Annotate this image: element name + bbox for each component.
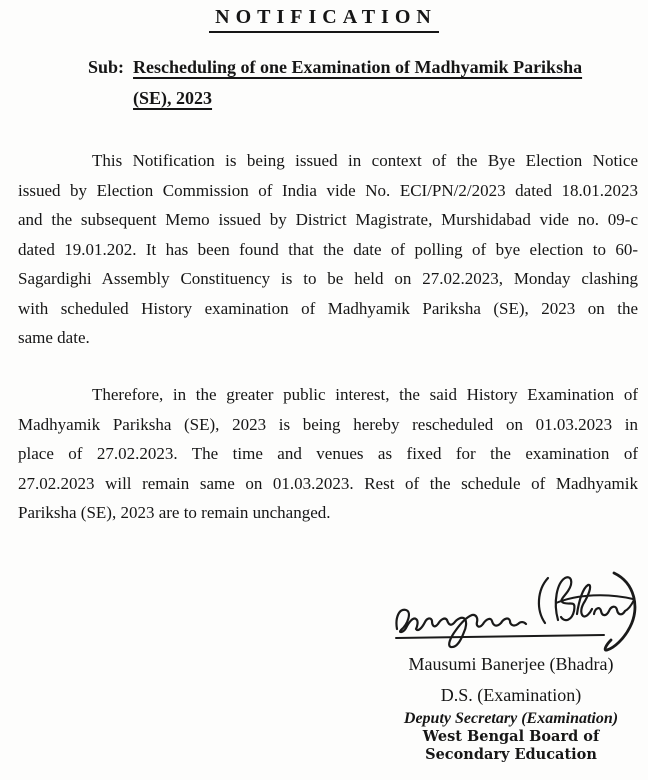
text-line: Pariksha (SE), 2023 are to remain unchanged. (18, 503, 331, 522)
text-line: 27.02.2023 will remain same on 01.03.2023. Rest of the schedule of Madhyamik (18, 473, 638, 493)
designation-full: Deputy Secretary (Examination) (403, 710, 619, 727)
subject-text-line-1: Rescheduling of one Examination of Madhyamik Pariksha (133, 57, 583, 77)
text-line: dated 19.01.202. It has been found that the date of polling of bye election to 60- (18, 239, 638, 259)
text-line: Sagardighi Assembly Constituency is to be held on 27.02.2023, Monday clashing (18, 269, 638, 288)
subject-text-line-2: (SE), 2023 (133, 88, 213, 108)
subject-label: Sub: (88, 57, 125, 77)
title-row (0, 6, 648, 33)
text-line: place of 27.02.2023. The time and venues as fixed for the examination of (18, 444, 638, 463)
paragraph-2 (18, 380, 638, 528)
text-line: with scheduled History examination of Madhyamik Pariksha (SE), 2023 on the (18, 298, 638, 318)
signature-block (380, 566, 642, 764)
organization-name-line-1: West Bengal Board of (422, 728, 600, 745)
subject-line (88, 52, 582, 114)
page-title: NOTIFICATION (209, 6, 439, 33)
signatory-name: Mausumi Banerjee (Bhadra) (408, 654, 614, 674)
text-line: Therefore, in the greater public interest, the said History Examination of (92, 385, 638, 404)
organization-name-line-2: Secondary Education (425, 746, 597, 763)
text-line: issued by Election Commission of India vide No. ECI/PN/2/2023 dated 18.01.2023 (18, 180, 638, 200)
text-line: Madhyamik Pariksha (SE), 2023 is being hereby rescheduled on 01.03.2023 in (18, 414, 638, 434)
paragraph-1 (18, 146, 638, 353)
text-line: same date. (18, 328, 90, 347)
text-line: This Notification is being issued in context of the Bye Election Notice (92, 151, 638, 170)
handwritten-signature-icon (380, 566, 642, 656)
designation-short: D.S. (Examination) (440, 685, 582, 705)
subject-text (133, 52, 582, 114)
text-line: and the subsequent Memo issued by District Magistrate, Murshidabad vide no. 09-c (18, 210, 638, 229)
